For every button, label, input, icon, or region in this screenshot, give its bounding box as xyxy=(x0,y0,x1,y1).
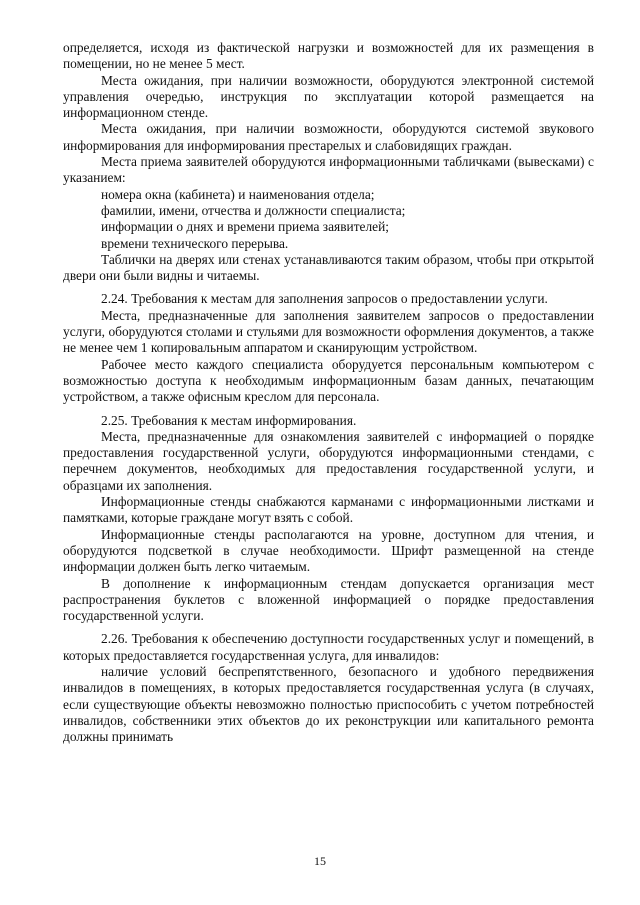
paragraph-booklets: В дополнение к информационным стендам допускается организация мест распространения буклетов с вложенной информацией о порядке предоставления государственной услуги. xyxy=(63,575,594,624)
document-page xyxy=(63,40,594,745)
list-item: номера окна (кабинета) и наименования отдела; xyxy=(101,186,375,202)
paragraph-info-pockets: Информационные стенды снабжаются карманами с информационными листками и памятками, которые граждане могут взять с собой. xyxy=(63,494,594,526)
list-item: фамилии, имени, отчества и должности специалиста; xyxy=(101,202,406,218)
paragraph-queue-system: Места ожидания, при наличии возможности, оборудуются электронной системой управления очередью, инструкция по эксплуатации которой размещается на информационном стенде. xyxy=(63,72,594,121)
paragraph-continuation: определяется, исходя из фактической нагрузки и возможностей для их размещения в помещении, но не менее 5 мест. xyxy=(63,40,594,72)
section-heading-2-25: 2.25. Требования к местам информирования. xyxy=(101,412,357,428)
list-item: информации о днях и времени приема заявителей; xyxy=(101,219,389,235)
paragraph-sound-system: Места ожидания, при наличии возможности, оборудуются системой звукового информирования для информирования престарелых и слабовидящих граждан. xyxy=(63,121,594,153)
section-heading-2-24: 2.24. Требования к местам для заполнения запросов о предоставлении услуги. xyxy=(101,291,548,307)
section-heading-2-26: 2.26. Требования к обеспечению доступности государственных услуг и помещений, в которых предоставляется государственная услуга, для инвалидов: xyxy=(63,631,594,663)
paragraph-accessibility: наличие условий беспрепятственного, безопасного и удобного передвижения инвалидов в помещениях, в которых предоставляется государственная услуга (в случаях, если существующие объекты невозможно полностью приспособить с учетом потребностей инвалидов, собственники этих объектов до их реконструкции или капитального ремонта должны принимать xyxy=(63,663,594,745)
paragraph-info-stands: Информационные стенды располагаются на уровне, доступном для чтения, и оборудуются подсветкой в случае необходимости. Шрифт размещенной на стенде информации должен быть легко читаемым. xyxy=(63,526,594,575)
paragraph-door-signs: Таблички на дверях или стенах устанавливаются таким образом, чтобы при открытой двери они были видны и читаемы. xyxy=(63,251,594,284)
paragraph-info-places: Места, предназначенные для ознакомления заявителей с информацией о порядке предоставления государственной услуги, оборудуются информационными стендами, с перечнем документов, необходимых для предоставления государственной услуги, и образцами их заполнения. xyxy=(63,428,594,493)
paragraph-workplace: Рабочее место каждого специалиста оборудуется персональным компьютером с возможностью доступа к необходимым информационным базам данных, печатающим устройством, а также офисным креслом для персонала. xyxy=(63,356,594,405)
paragraph-request-places: Места, предназначенные для заполнения заявителем запросов о предоставлении услуги, оборудуются столами и стульями для возможности оформления документов, а также не менее чем 1 копировальным аппаратом и сканирующим устройством. xyxy=(63,307,594,356)
page-number: 15 xyxy=(314,854,326,868)
list-item: времени технического перерыва. xyxy=(101,235,289,251)
paragraph-reception-signs: Места приема заявителей оборудуются информационными табличками (вывесками) с указанием: xyxy=(63,154,594,186)
